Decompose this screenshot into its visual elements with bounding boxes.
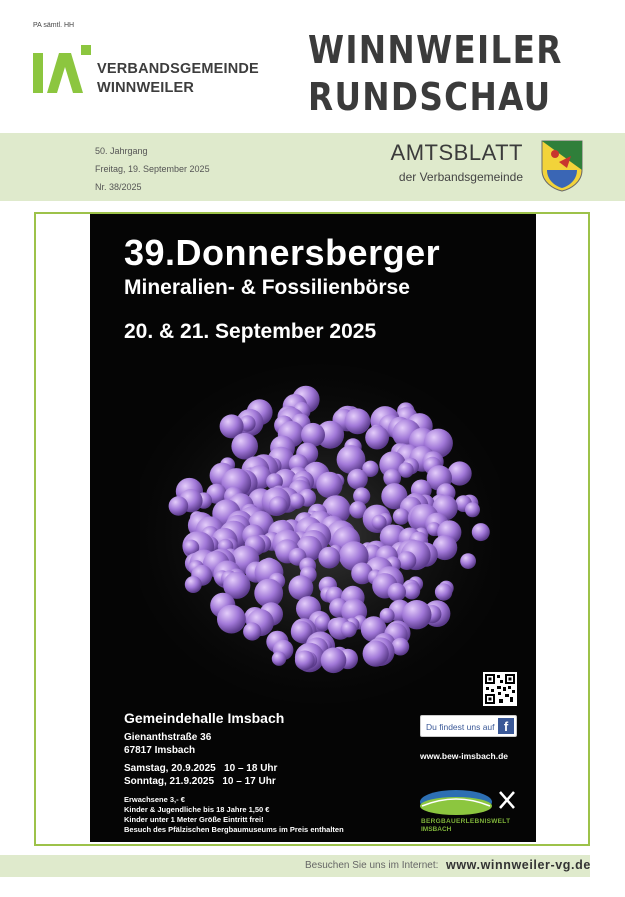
facebook-label: Du findest uns auf	[426, 722, 495, 732]
amethyst-bead	[465, 502, 480, 517]
footer-website-link[interactable]: www.winnweiler-vg.de	[446, 858, 591, 872]
amethyst-bead	[318, 547, 340, 569]
poster-dates: 20. & 21. September 2025	[124, 320, 377, 343]
footer-prefix: Besuchen Sie uns im Internet:	[305, 860, 439, 871]
amethyst-bead	[345, 408, 371, 434]
pa-note: PA sämtl. HH	[33, 22, 75, 29]
poster-venue: Gemeindehalle Imsbach	[124, 710, 285, 726]
poster-price-youth: Kinder & Jugendliche bis 18 Jahre 1,50 €	[124, 805, 270, 814]
amethyst-bead	[316, 472, 342, 498]
amethyst-bead	[243, 622, 261, 640]
amethyst-mineral-image	[140, 364, 500, 704]
amethyst-bead	[169, 496, 189, 516]
masthead-title-line1: WINNWEILER	[308, 28, 563, 72]
verbandsgemeinde-logo-mark	[33, 45, 95, 95]
bew-logo-name: BERGBAUERLEBNISWELT	[421, 818, 511, 825]
masthead-title-line2: RUNDSCHAU	[308, 75, 552, 119]
amtsblatt-heading: AMTSBLATT	[390, 140, 523, 165]
issue-date: Freitag, 19. September 2025	[95, 164, 210, 174]
poster-website-link[interactable]: www.bew-imsbach.de	[420, 751, 509, 761]
amethyst-bead	[341, 621, 357, 637]
amethyst-bead	[347, 469, 368, 490]
qr-code[interactable]	[483, 672, 517, 706]
amethyst-bead	[289, 493, 305, 509]
issue-number: Nr. 38/2025	[95, 182, 142, 192]
amethyst-bead	[365, 426, 389, 450]
issue-jahrgang: 50. Jahrgang	[95, 146, 148, 156]
bew-logo-place: IMSBACH	[421, 826, 452, 833]
amethyst-bead	[388, 583, 406, 601]
amethyst-bead	[435, 583, 452, 600]
amethyst-bead	[217, 605, 246, 634]
poster-price-kids: Kinder unter 1 Meter Größe Eintritt frei!	[124, 815, 264, 824]
amethyst-bead	[472, 523, 490, 541]
amethyst-bead	[231, 433, 258, 460]
poster-sunday-hours: Sonntag, 21.9.2025 10 – 17 Uhr	[124, 776, 276, 787]
poster-price-adults: Erwachsene 3,- €	[124, 795, 185, 804]
amethyst-bead	[363, 641, 389, 667]
coat-of-arms-icon	[541, 140, 583, 192]
amtsblatt-subheading: der Verbandsgemeinde	[398, 170, 523, 184]
logo-text-winnweiler: WINNWEILER	[97, 80, 195, 96]
amethyst-bead	[185, 576, 202, 593]
facebook-icon: f	[498, 718, 514, 734]
amethyst-bead	[460, 553, 476, 569]
amethyst-bead	[269, 496, 288, 515]
poster-museum-note: Besuch des Pfälzischen Bergbaumuseums im Preis enthalten	[124, 825, 344, 834]
event-poster	[90, 214, 536, 842]
amethyst-bead	[393, 508, 410, 525]
poster-street: Gienanthstraße 36	[124, 732, 212, 743]
amethyst-bead	[321, 648, 347, 674]
amethyst-bead	[295, 650, 315, 670]
facebook-link-button[interactable]	[420, 715, 517, 737]
amethyst-bead	[272, 652, 286, 666]
poster-subtitle: Mineralien- & Fossilienbörse	[124, 276, 410, 299]
poster-city: 67817 Imsbach	[124, 745, 196, 756]
poster-title: 39.Donnersberger	[124, 232, 441, 273]
poster-saturday-hours: Samstag, 20.9.2025 10 – 18 Uhr	[124, 763, 278, 774]
logo-text-verbandsgemeinde: VERBANDSGEMEINDE	[97, 61, 259, 77]
issue-info-band	[0, 133, 625, 201]
